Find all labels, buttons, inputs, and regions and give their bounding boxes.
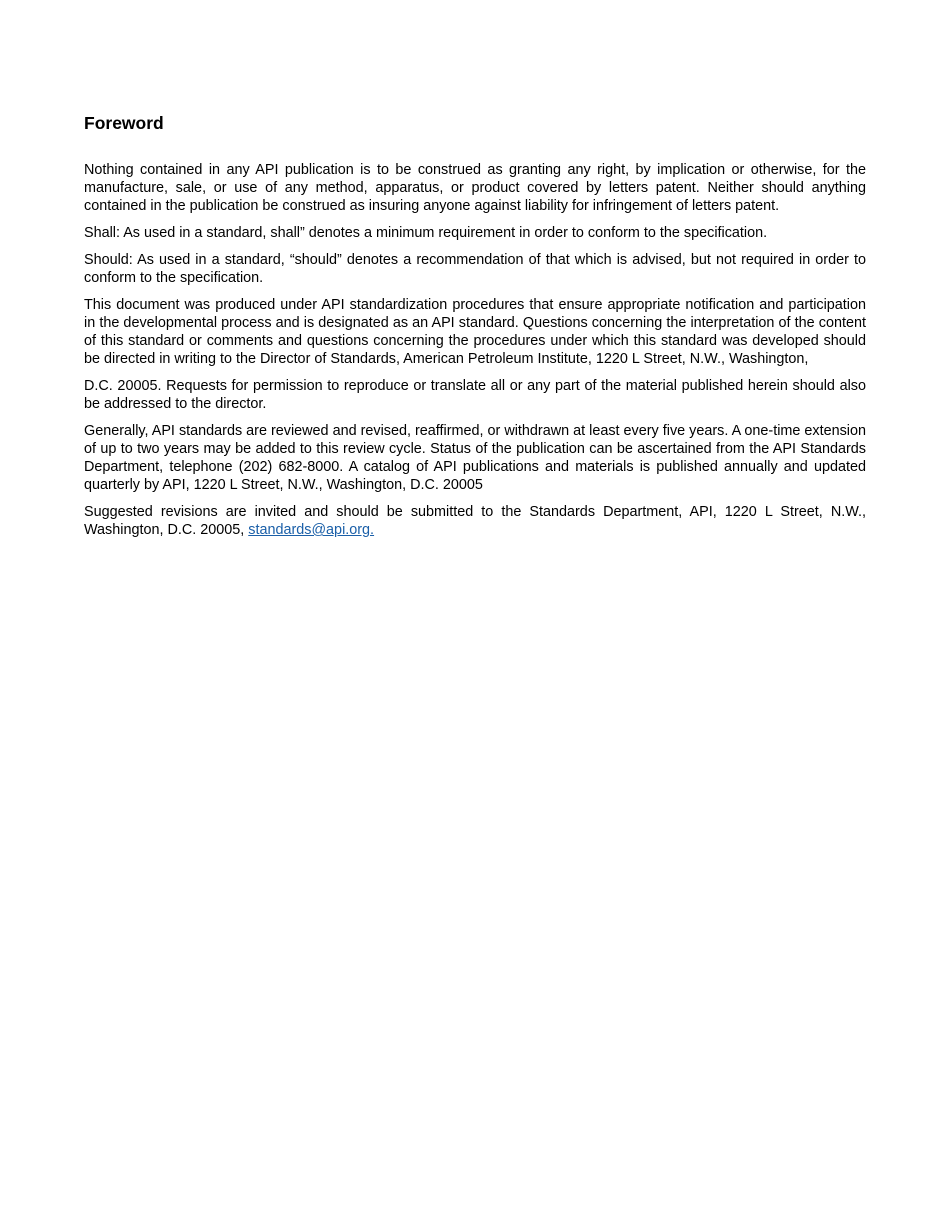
paragraph-review-cycle: Generally, API standards are reviewed and revised, reaffirmed, or withdrawn at least every five years. A one-time extension of up to two years may be added to this review cycle. Status of the publication can be ascertained from the API Standards Department, telephone (202) 682-8000. A catalog of API publications and materials is published annually and updated quarterly by API, 1220 L Street, N.W., Washington, D.C. 20005	[84, 423, 866, 493]
paragraph-shall-definition: Shall: As used in a standard, shall” denotes a minimum requirement in order to conform to the specification.	[84, 225, 768, 241]
suggested-revisions-text: Suggested revisions are invited and should be submitted to the Standards Department, API, 1220 L Street, N.W., Washington, D.C. 20005,	[84, 504, 866, 538]
page-title: Foreword	[84, 113, 164, 133]
document-page	[84, 112, 866, 548]
email-link[interactable]: standards@api.org.	[248, 522, 375, 538]
paragraph-standardization-procedures: This document was produced under API standardization procedures that ensure appropriate notification and participation in the developmental process and is designated as an API standard. Questions concerning the interpretation of the content of this standard or comments and questions concerning the procedures under which this standard was developed should be directed in writing to the Director of Standards, American Petroleum Institute, 1220 L Street, N.W., Washington,	[84, 297, 866, 367]
paragraph-permission-requests: D.C. 20005. Requests for permission to reproduce or translate all or any part of the material published herein should also be addressed to the director.	[84, 378, 866, 412]
paragraph-should-definition: Should: As used in a standard, “should” denotes a recommendation of that which is advised, but not required in order to conform to the specification.	[84, 252, 866, 286]
paragraph-patent-disclaimer: Nothing contained in any API publication is to be construed as granting any right, by implication or otherwise, for the manufacture, sale, or use of any method, apparatus, or product covered by letters patent. Neither should anything contained in the publication be construed as insuring anyone against liability for infringement of letters patent.	[84, 162, 866, 214]
paragraph-suggested-revisions	[84, 503, 866, 539]
